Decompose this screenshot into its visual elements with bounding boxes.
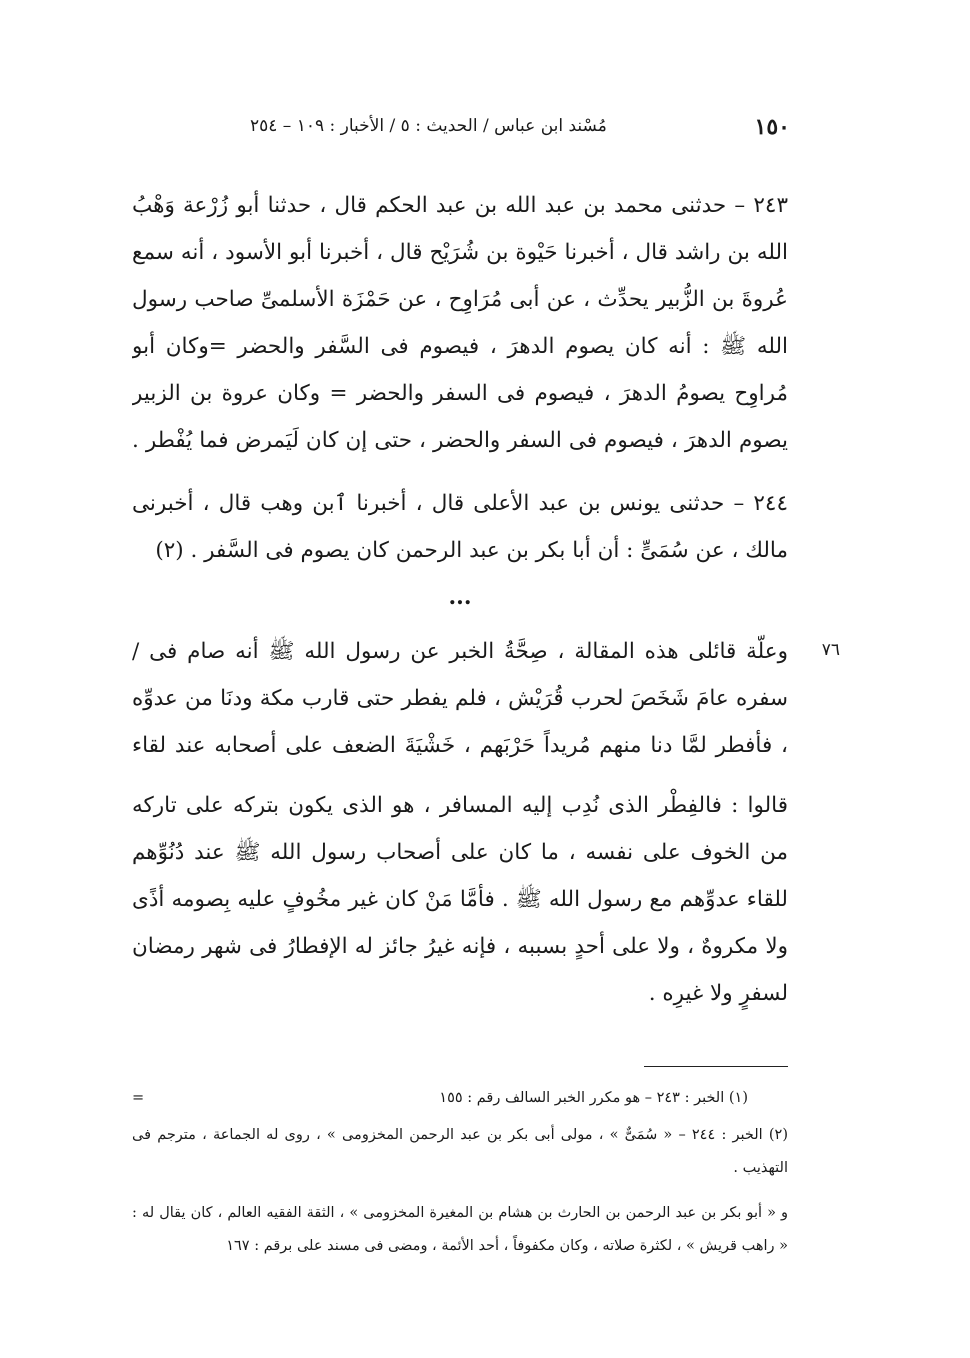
section-separator: ... (448, 584, 472, 610)
footnote-divider (644, 1066, 788, 1067)
footnote-2-continued: و « أبو بكر بن عبد الرحمن بن الحارث بن هشام بن المغيرة المخزومى » ، الثقة الفقيه العالم ، كان يقال له : « راهب قريش » ، لكثرة صلاته ، وكان مكفوفاً ، أحد الأئمة ، ومضى فى مسند على برقم : ١٦٧ (132, 1205, 788, 1254)
footnote-1-text: (١) الخبر : ٢٤٣ – هو مكرر الخبر السالف رقم : ١٥٥ (439, 1090, 748, 1106)
footnote-2: (٢) الخبر : ٢٤٤ – « سُمَىٌّ » ، مولى أبى بكر بن عبد الرحمن المخزومى » ، روى له الجماعة ، مترجم فى التهذيب . (132, 1127, 788, 1176)
footnote-1 (132, 1082, 788, 1115)
footnotes (132, 1082, 788, 1263)
hadith-244: ٢٤٤ – حدثنى يونس بن عبد الأعلى قال ، أخبرنا ٱبن وهب قال ، أخبرنى مالك ، عن سُمَىٍّ : أن أبا بكر بن عبد الرحمن كان يصوم فى السَّفر . (٢) (132, 491, 788, 563)
commentary-paragraph-2: قالوا : فالفِطْر الذى نُدِب إليه المسافر ، هو الذى يكون بتركه على تاركه من الخوف على نفسه ، ما كان على أصحاب رسول الله ﷺ عند دُنُوِّهم للقاء عدوِّهم مع رسول الله ﷺ . فأمَّا مَنْ كان غير مخُوفٍ عليه بِصومه أذًى ولا مكروهٌ ، ولا على أحدٍ بسببه ، فإنه غيرُ جائز له الإفطارُ فى شهر رمضان لسفرٍ ولا غيرِه . (132, 793, 788, 1006)
main-text (132, 182, 788, 1022)
hadith-243: ٢٤٣ – حدثنى محمد بن عبد الله بن عبد الحكم قال ، حدثنا أبو زُرْعة وَهْبُ الله بن راشد قال ، أخبرنا حَيْوة بن شُرَيْح قال ، أخبرنا أبو الأسود ، أنه سمع عُروةَ بن الزُّبير يحدِّث ، عن أبى مُرَاوِح ، عن حَمْزَة الأسلمىِّ صاحب رسول الله ﷺ : أنه كان يصوم الدهرَ ، فيصوم فى السَّفر والحضر =وكان أبو مُراوِح يصومُ الدهرَ ، فيصوم فى السفر والحضر = وكان عروة بن الزبير يصوم الدهرَ ، فيصوم فى السفر والحضر ، حتى إن كان لَيَمرض فما يُفْطر . (132, 193, 788, 453)
running-title: مُسْند ابن عباس / الحديث : ٥ / الأخبار : ١٠٩ – ٢٥٤ (250, 116, 607, 136)
page-header (130, 110, 790, 150)
commentary-paragraph-1: وعلّة قائلى هذه المقالة ، صِحَّةُ الخبر عن رسول الله ﷺ أنه صام فى / سفره عامَ شَخَصَ لحرب قُرَيْش ، فلم يفطر حتى قارب مكة ودنَا من عدوِّه ، فأفطر لمَّا دنا منهم مُريداً حَرْبَهم ، خَشْيَةَ الضعف على أصحابه عند لقاء (132, 639, 788, 758)
page-number: ١٥٠ (754, 114, 790, 140)
continuation-marker: = (132, 1090, 145, 1106)
margin-page-reference: ٧٦ (821, 640, 840, 660)
